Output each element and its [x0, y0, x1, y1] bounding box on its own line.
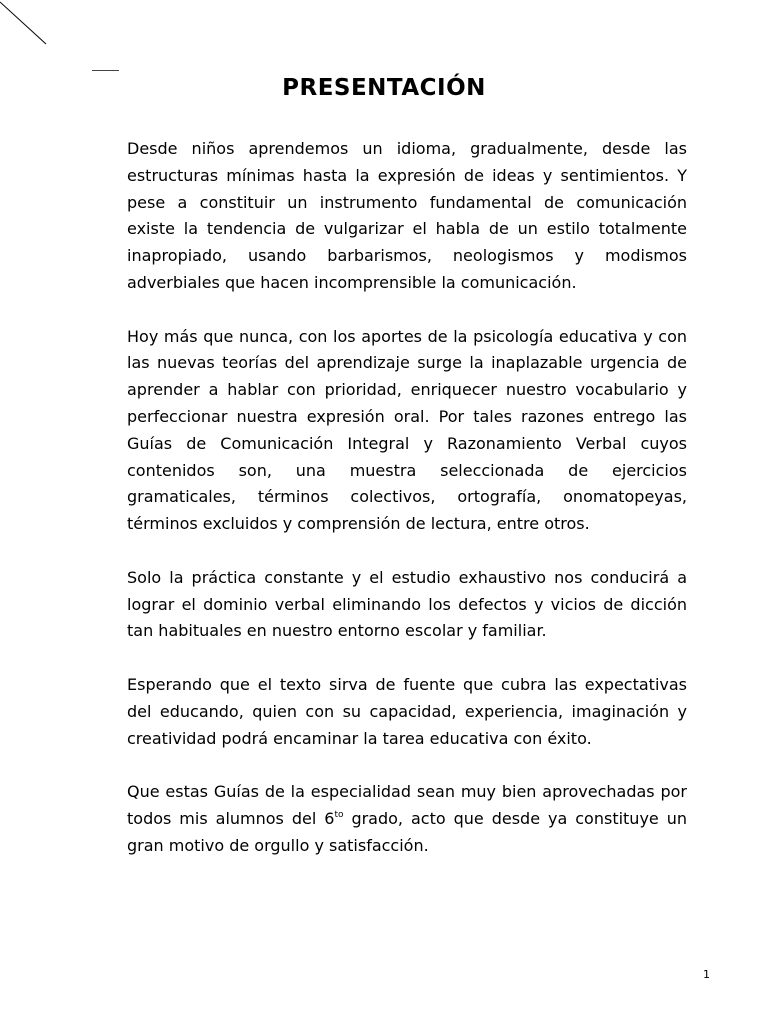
paragraph-2: Hoy más que nunca, con los aportes de la psicología educativa y con las nuevas teorías del aprendizaje surge la inaplazable urgencia de aprender a hablar con prioridad, enriquecer nuestro vocabulario y perfeccionar nuestra expresión oral. Por tales razones entrego las Guías de Comunicación Integral y Razonamiento Verbal cuyos contenidos son, una muestra seleccionada de ejercicios gramaticales, términos colectivos, ortografía, onomatopeyas, términos excluidos y comprensión de lectura, entre otros. — [127, 326, 687, 534]
corner-fold-line — [0, 0, 60, 60]
page-number: 1 — [703, 968, 710, 981]
paragraph-4: Esperando que el texto sirva de fuente que cubra las expectativas del educando, quien con su capacidad, experiencia, imaginación y creatividad podrá encaminar la tarea educativa con éxito. — [127, 674, 687, 748]
document-body — [127, 136, 687, 886]
header-rule — [92, 70, 119, 71]
page-title: PRESENTACIÓN — [282, 75, 486, 101]
paragraph-3: Solo la práctica constante y el estudio exhaustivo nos conducirá a lograr el dominio verbal eliminando los defectos y vicios de dicción tan habituales en nuestro entorno escolar y familiar. — [127, 567, 687, 641]
paragraph-5-text-after: grado, acto que desde ya constituye un gran motivo de orgullo y satisfacción. — [127, 808, 688, 855]
paragraph-5-text-before: Que estas Guías de la especialidad sean muy bien aprovechadas por todos mis alumnos del 6 — [127, 782, 687, 828]
paragraph-5 — [127, 779, 687, 859]
ordinal-superscript: to — [334, 809, 344, 820]
paragraph-1: Desde niños aprendemos un idioma, gradualmente, desde las estructuras mínimas hasta la expresión de ideas y sentimientos. Y pese a constituir un instrumento fundamental de comunicación existe la tendencia de vulgarizar el habla de un estilo totalmente inapropiado, usando barbarismos, neologismos y modismos adverbiales que hacen incomprensible la comunicación. — [127, 139, 687, 292]
